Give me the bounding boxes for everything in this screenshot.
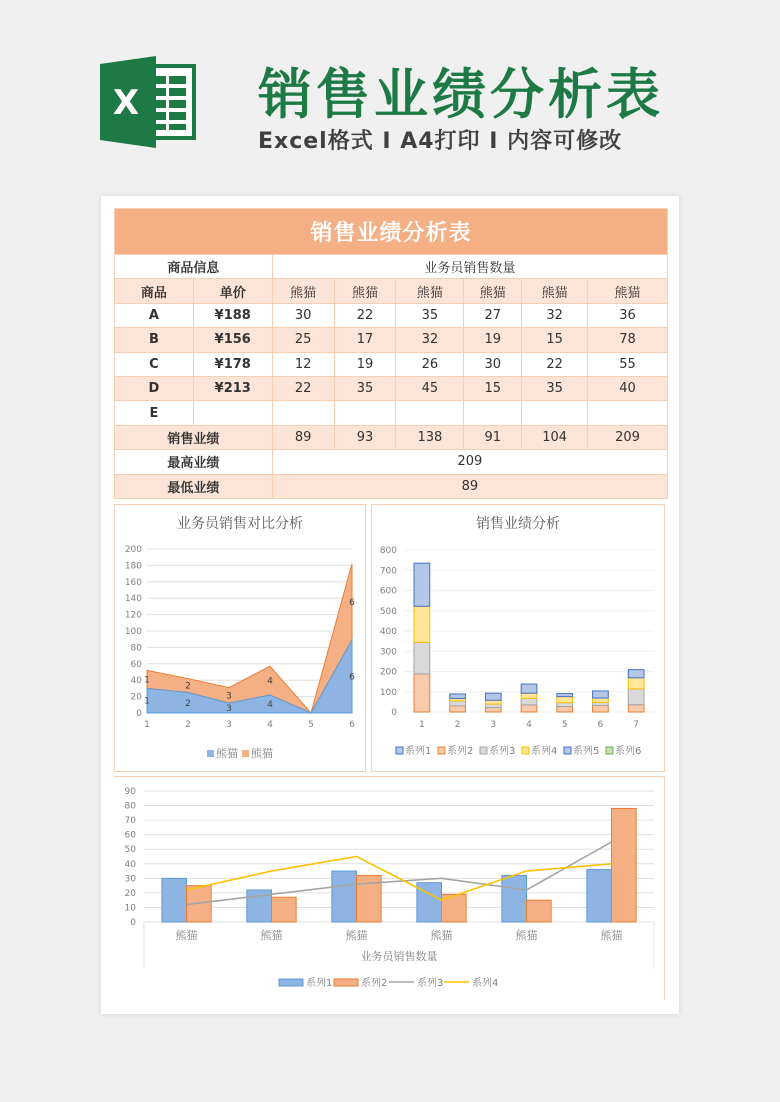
totals-row: [115, 425, 668, 449]
svg-text:系列1: 系列1: [405, 746, 432, 757]
svg-text:90: 90: [124, 787, 136, 797]
svg-text:20: 20: [130, 692, 142, 703]
svg-text:1: 1: [144, 675, 150, 686]
table-row: [115, 401, 668, 425]
svg-text:600: 600: [379, 586, 397, 597]
cell-value[interactable]: 19: [464, 328, 522, 352]
svg-text:3: 3: [226, 704, 232, 715]
cell-product[interactable]: A: [115, 303, 194, 327]
svg-text:熊猫: 熊猫: [260, 929, 283, 942]
cell-value[interactable]: 15: [464, 376, 522, 400]
combo-chart-plot: [114, 777, 665, 1001]
cell-value[interactable]: 36: [588, 303, 668, 327]
cell-product[interactable]: C: [115, 352, 194, 376]
svg-text:6: 6: [349, 672, 355, 683]
cell-value[interactable]: 25: [272, 328, 334, 352]
svg-text:2: 2: [454, 720, 461, 730]
table-row: [115, 352, 668, 376]
cell-value[interactable]: 32: [522, 303, 588, 327]
min-label: 最低业绩: [115, 474, 273, 498]
col-header-price: 单价: [193, 279, 272, 303]
svg-text:X: X: [112, 83, 140, 123]
svg-text:1: 1: [144, 720, 150, 730]
svg-text:300: 300: [379, 647, 397, 658]
group-header-product-info: 商品信息: [115, 255, 273, 279]
cell-total[interactable]: 89: [272, 425, 334, 449]
svg-text:60: 60: [124, 830, 136, 841]
svg-text:1: 1: [144, 696, 150, 707]
cell-price[interactable]: [193, 401, 272, 425]
svg-text:熊猫: 熊猫: [216, 747, 238, 760]
svg-text:100: 100: [124, 627, 142, 637]
cell-value[interactable]: 22: [334, 303, 396, 327]
svg-text:系列5: 系列5: [573, 746, 600, 757]
sheet-paper: [101, 196, 679, 1014]
svg-text:140: 140: [124, 594, 142, 605]
svg-text:熊猫: 熊猫: [251, 747, 273, 760]
cell-value[interactable]: 35: [522, 376, 588, 400]
cell-product[interactable]: E: [115, 401, 194, 425]
svg-text:熊猫: 熊猫: [600, 929, 623, 942]
svg-text:6: 6: [349, 720, 355, 730]
svg-text:400: 400: [379, 627, 397, 637]
min-value[interactable]: 89: [272, 474, 667, 498]
cell-value[interactable]: 15: [522, 328, 588, 352]
svg-text:6: 6: [349, 597, 355, 608]
page-title: 销售业绩分析表: [258, 63, 664, 126]
svg-text:500: 500: [379, 606, 397, 617]
svg-text:7: 7: [633, 720, 640, 730]
svg-text:3: 3: [226, 691, 232, 702]
svg-text:120: 120: [124, 610, 142, 621]
combo-chart[interactable]: [114, 776, 665, 1000]
cell-total[interactable]: 91: [464, 425, 522, 449]
cell-value[interactable]: 17: [334, 328, 396, 352]
cell-value[interactable]: 12: [272, 352, 334, 376]
svg-text:50: 50: [124, 845, 136, 856]
cell-value[interactable]: 26: [396, 352, 464, 376]
svg-text:1: 1: [418, 720, 425, 730]
svg-text:3: 3: [490, 720, 497, 730]
svg-text:40: 40: [130, 676, 142, 687]
svg-text:160: 160: [124, 577, 142, 588]
svg-text:30: 30: [124, 874, 136, 885]
cell-value[interactable]: [396, 401, 464, 425]
svg-text:0: 0: [130, 918, 136, 928]
cell-price[interactable]: ¥156: [193, 328, 272, 352]
svg-text:系列3: 系列3: [417, 978, 444, 989]
cell-price[interactable]: ¥188: [193, 303, 272, 327]
table-row: [115, 376, 668, 400]
svg-text:20: 20: [124, 888, 136, 899]
svg-text:系列4: 系列4: [472, 978, 499, 989]
svg-text:系列1: 系列1: [306, 978, 333, 989]
svg-text:业务员销售数量: 业务员销售数量: [360, 950, 438, 963]
max-row: [115, 450, 668, 474]
svg-text:200: 200: [379, 667, 397, 678]
svg-text:10: 10: [124, 903, 136, 914]
svg-text:熊猫: 熊猫: [515, 929, 538, 942]
cell-product[interactable]: D: [115, 376, 194, 400]
cell-value[interactable]: [272, 401, 334, 425]
stacked-bar-chart[interactable]: [371, 504, 665, 772]
sales-table: [114, 208, 668, 499]
cell-value[interactable]: 27: [464, 303, 522, 327]
cell-total[interactable]: 104: [522, 425, 588, 449]
svg-text:3: 3: [226, 720, 232, 730]
svg-text:0: 0: [136, 709, 142, 719]
cell-value[interactable]: [522, 401, 588, 425]
svg-text:系列4: 系列4: [531, 746, 558, 757]
svg-text:80: 80: [124, 801, 136, 812]
totals-label: 销售业绩: [115, 425, 273, 449]
cell-total[interactable]: 209: [588, 425, 668, 449]
svg-text:200: 200: [124, 545, 142, 555]
min-row: [115, 474, 668, 498]
cell-price[interactable]: ¥178: [193, 352, 272, 376]
cell-value[interactable]: 55: [588, 352, 668, 376]
col-header-product: 商品: [115, 279, 194, 303]
svg-text:系列3: 系列3: [489, 746, 516, 757]
svg-text:系列2: 系列2: [361, 978, 388, 989]
svg-text:熊猫: 熊猫: [430, 929, 453, 942]
svg-text:80: 80: [130, 643, 142, 654]
svg-text:6: 6: [597, 720, 604, 730]
cell-value[interactable]: 22: [272, 376, 334, 400]
svg-text:熊猫: 熊猫: [175, 929, 198, 942]
table-row: [115, 303, 668, 327]
cell-value[interactable]: [464, 401, 522, 425]
svg-text:800: 800: [379, 546, 397, 556]
cell-value[interactable]: [334, 401, 396, 425]
col-header-salesperson: 熊猫: [334, 279, 396, 303]
area-chart-plot: [115, 505, 367, 773]
page-header: [0, 0, 780, 190]
cell-value[interactable]: 30: [272, 303, 334, 327]
col-header-salesperson: 熊猫: [522, 279, 588, 303]
cell-product[interactable]: B: [115, 328, 194, 352]
svg-text:40: 40: [124, 859, 136, 870]
svg-text:系列2: 系列2: [447, 746, 474, 757]
max-value[interactable]: 209: [272, 450, 667, 474]
table-row: [115, 328, 668, 352]
area-chart[interactable]: [114, 504, 366, 772]
cell-value[interactable]: [588, 401, 668, 425]
max-label: 最高业绩: [115, 450, 273, 474]
svg-text:5: 5: [561, 720, 568, 730]
page-subtitle: Excel格式 I A4打印 I 内容可修改: [258, 129, 623, 154]
svg-text:2: 2: [185, 720, 191, 730]
cell-total[interactable]: 93: [334, 425, 396, 449]
svg-text:4: 4: [526, 720, 532, 730]
cell-value[interactable]: 22: [522, 352, 588, 376]
svg-text:4: 4: [267, 676, 273, 687]
svg-text:70: 70: [124, 816, 136, 827]
table-title: 销售业绩分析表: [115, 209, 668, 255]
excel-logo-icon: [100, 56, 196, 148]
svg-text:系列6: 系列6: [615, 746, 642, 757]
svg-text:100: 100: [379, 687, 397, 698]
col-header-salesperson: 熊猫: [588, 279, 668, 303]
cell-total[interactable]: 138: [396, 425, 464, 449]
svg-text:5: 5: [308, 720, 314, 730]
cell-value[interactable]: 78: [588, 328, 668, 352]
svg-text:0: 0: [391, 708, 397, 718]
svg-text:4: 4: [267, 699, 273, 710]
cell-value[interactable]: 30: [464, 352, 522, 376]
svg-text:180: 180: [124, 561, 142, 572]
cell-value[interactable]: 35: [396, 303, 464, 327]
cell-value[interactable]: 19: [334, 352, 396, 376]
cell-value[interactable]: 32: [396, 328, 464, 352]
cell-value[interactable]: 35: [334, 376, 396, 400]
chart-title: 业务员销售对比分析: [177, 516, 303, 532]
cell-value[interactable]: 45: [396, 376, 464, 400]
svg-text:2: 2: [185, 698, 191, 709]
svg-text:熊猫: 熊猫: [345, 929, 368, 942]
stacked-bar-chart-plot: [372, 505, 666, 773]
cell-price[interactable]: ¥213: [193, 376, 272, 400]
svg-text:4: 4: [267, 720, 273, 730]
chart-title: 销售业绩分析: [476, 516, 560, 532]
cell-value[interactable]: 40: [588, 376, 668, 400]
col-header-salesperson: 熊猫: [464, 279, 522, 303]
group-header-sales-qty: 业务员销售数量: [272, 255, 667, 279]
svg-text:2: 2: [185, 681, 191, 692]
col-header-salesperson: 熊猫: [396, 279, 464, 303]
svg-text:700: 700: [379, 566, 397, 577]
col-header-salesperson: 熊猫: [272, 279, 334, 303]
svg-text:60: 60: [130, 659, 142, 670]
